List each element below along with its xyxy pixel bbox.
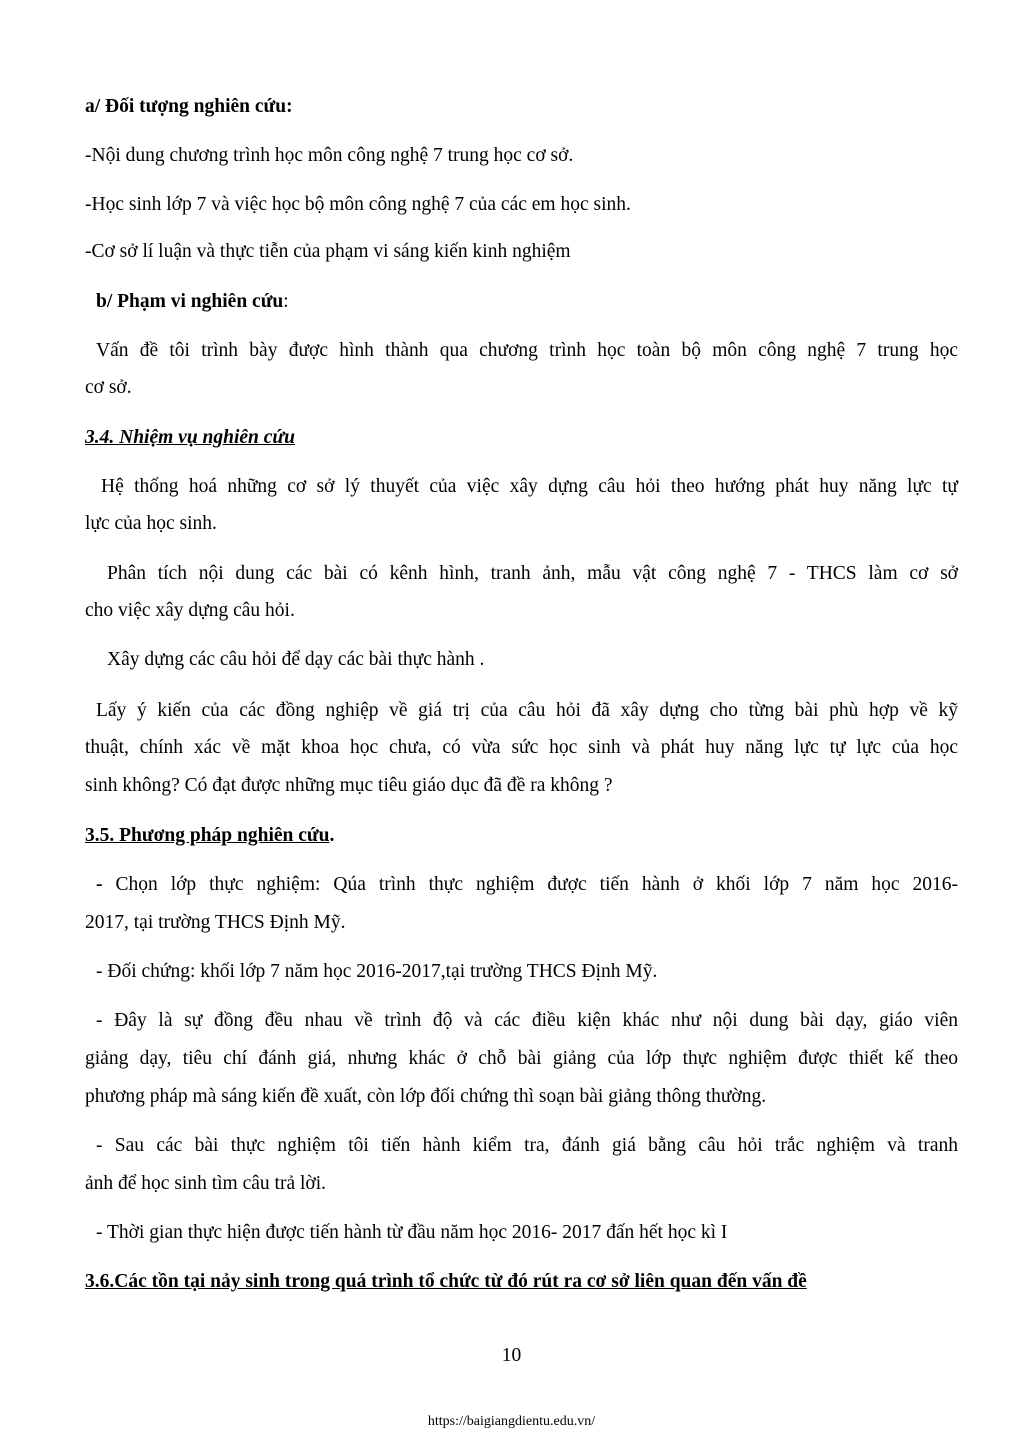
section-3-4-p4-line-3: sinh không? Có đạt được những mục tiêu giáo dục đã đề ra không ?	[85, 775, 613, 796]
section-3-5-p1-text: Chọn lớp thực nghiệm: Qúa trình thực nghiệm được tiến hành ở khối lớp 7 năm học 2016-	[102, 874, 958, 895]
section-3-5-p4-line-2: ảnh để học sinh tìm câu trả lời.	[85, 1173, 326, 1194]
section-b-heading: b/ Phạm vi nghiên cứu	[96, 291, 284, 312]
section-b-para-line-1: Vấn đề tôi trình bày được hình thành qua chương trình học toàn bộ môn công nghệ 7 trung học	[96, 340, 958, 361]
section-3-5-heading: 3.5. Phương pháp nghiên cứu	[85, 825, 330, 846]
section-3-5-p4-line-1: - Sau các bài thực nghiệm tôi tiến hành kiểm tra, đánh giá bằng câu hỏi trắc nghiệm và tranh	[96, 1135, 958, 1156]
section-3-5-heading-dot: .	[329, 825, 335, 846]
section-3-4-p4-line-1: Lấy ý kiến của các đồng nghiệp về giá trị của câu hỏi đã xây dựng cho từng bài phù hợp về kỹ	[96, 700, 958, 721]
section-3-5-heading-line	[85, 824, 958, 848]
section-3-5-p1-dash: -	[96, 874, 103, 895]
section-a-item-3: -Cơ sở lí luận và thực tiễn của phạm vi sáng kiến kinh nghiệm	[85, 241, 571, 262]
section-3-5-p3-line-1: - Đây là sự đồng đều nhau về trình độ và các điều kiện khác như nội dung bài dạy, giáo viên	[96, 1010, 958, 1031]
section-a-item-1: -Nội dung chương trình học môn công nghệ 7 trung học cơ sở.	[85, 145, 574, 166]
section-b-heading-line	[96, 290, 969, 314]
section-3-6-heading: 3.6.Các tồn tại nảy sinh trong quá trình tổ chức từ đó rút ra cơ sở liên quan đến vấn đề	[85, 1271, 807, 1292]
section-a-heading: a/ Đối tượng nghiên cứu:	[85, 96, 293, 117]
section-3-5-p5: - Thời gian thực hiện được tiến hành từ đầu năm học 2016- 2017 đấn hết học kì I	[96, 1222, 728, 1243]
footer-url: https://baigiangdientu.edu.vn/	[427, 1414, 596, 1429]
page-number: 10	[501, 1345, 522, 1366]
section-a-item-2: -Học sinh lớp 7 và việc học bộ môn công nghệ 7 của các em học sinh.	[85, 194, 631, 215]
section-3-4-p4-line-2: thuật, chính xác về mặt khoa học chưa, có vừa sức học sinh và phát huy năng lực tự lực của học	[85, 737, 958, 758]
section-3-4-p1-line-2: lực của học sinh.	[85, 513, 217, 534]
section-3-5-p1-line-2: 2017, tại trường THCS Định Mỹ.	[85, 912, 346, 933]
section-3-4-p2-line-2: cho việc xây dựng câu hỏi.	[85, 600, 295, 621]
section-b-para-line-2: cơ sở.	[85, 377, 132, 398]
section-3-4-heading: 3.4. Nhiệm vụ nghiên cứu	[85, 427, 295, 448]
section-3-5-p2: - Đối chứng: khối lớp 7 năm học 2016-2017,tại trường THCS Định Mỹ.	[96, 961, 658, 982]
section-b-heading-colon: :	[283, 291, 289, 312]
section-3-5-p3-line-2: giảng dạy, tiêu chí đánh giá, nhưng khác ở chỗ bài giảng của lớp thực nghiệm được thiết kế theo	[85, 1048, 958, 1069]
section-3-4-p2-line-1: Phân tích nội dung các bài có kênh hình, tranh ảnh, mẫu vật công nghệ 7 - THCS làm cơ sở	[107, 563, 958, 584]
section-3-5-p1-line-1	[96, 873, 958, 897]
section-3-4-p3: Xây dựng các câu hỏi để dạy các bài thực hành .	[107, 649, 485, 670]
section-3-4-p1-line-1: Hệ thống hoá những cơ sở lý thuyết của việc xây dựng câu hỏi theo hướng phát huy năng lực tự	[101, 476, 958, 497]
section-3-5-p3-line-3: phương pháp mà sáng kiến đề xuất, còn lớp đối chứng thì soạn bài giảng thông thường.	[85, 1086, 767, 1107]
